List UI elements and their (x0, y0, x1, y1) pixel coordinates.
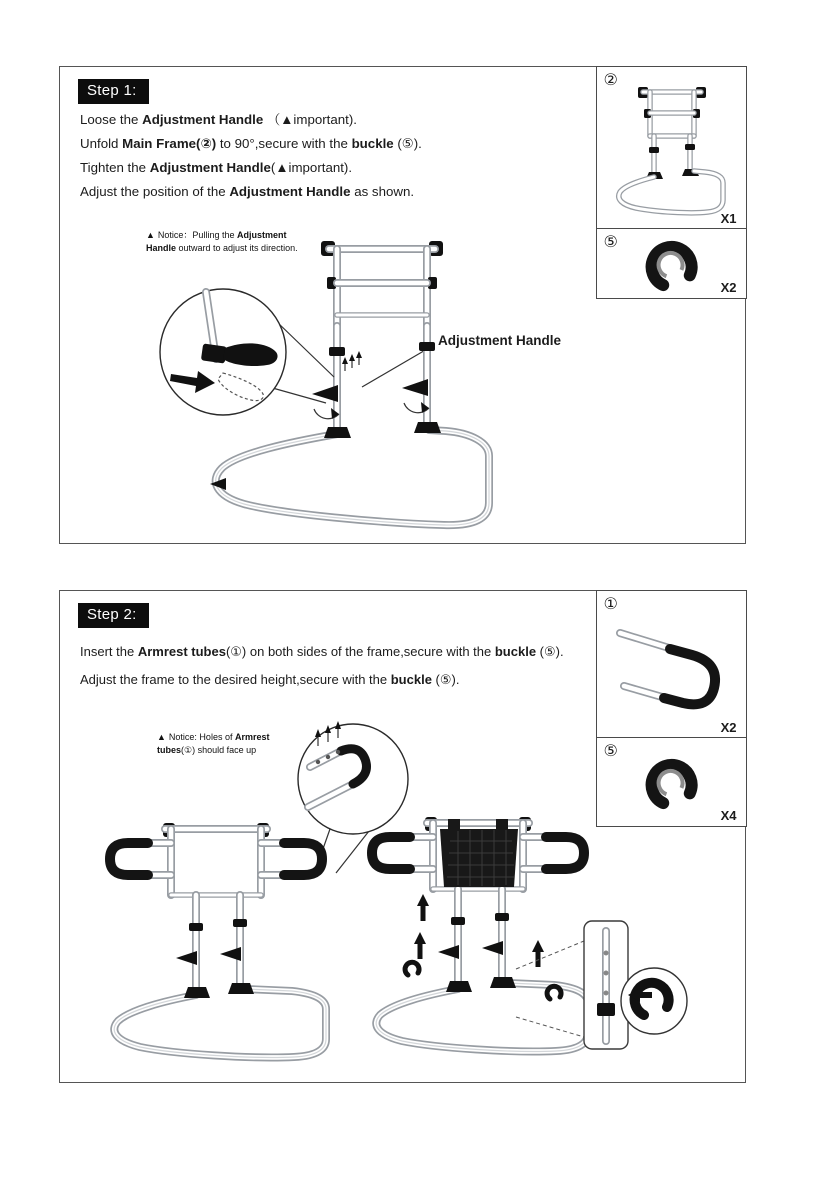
part-quantity: X2 (720, 280, 737, 295)
step2-panel (59, 590, 746, 1083)
part-number-badge: ⑤ (603, 234, 618, 251)
up-arrow-icon (417, 894, 429, 921)
step2-instructions (80, 643, 595, 699)
part-box-buckle (596, 228, 747, 299)
buckle-icon (547, 986, 561, 999)
up-arrow-icon (414, 932, 426, 959)
step1-badge: Step 1: (78, 79, 149, 104)
part-quantity: X1 (720, 210, 737, 226)
notice: ▲ Notice：Pulling the Adjustment Handle outward to adjust its direction. (146, 230, 298, 253)
step2-parts-list (596, 590, 747, 828)
part-quantity: X2 (720, 719, 737, 735)
instruction-line: Unfold Main Frame(②) to 90°,secure with the buckle (⑤). (80, 136, 422, 151)
warning-triangle-icon: ▲ (157, 732, 166, 742)
buckle-icon (405, 962, 419, 975)
part-number-badge: ① (603, 595, 618, 613)
instruction-line: Adjust the frame to the desired height,secure with the buckle (⑤). (80, 672, 460, 687)
notice: ▲ Notice: Holes of Armrest tubes(①) should face up (157, 732, 270, 755)
part-quantity: X4 (720, 808, 737, 823)
step1-instructions (80, 111, 422, 207)
left-frame-art (110, 823, 326, 1057)
main-frame-illustration (597, 67, 746, 229)
instruction-line: Tighten the Adjustment Handle(▲important). (80, 160, 353, 175)
step1-panel (59, 66, 746, 544)
post-zoom-strip (584, 921, 628, 1049)
part-box-armrest-tube (596, 590, 747, 739)
instruction-line: Insert the Armrest tubes(①) on both sides of the frame,secure with the buckle (⑤). (80, 644, 564, 659)
up-arrow-icon (532, 940, 544, 967)
step1-frame-art (126, 227, 631, 539)
adjustment-handle-label: Adjustment Handle (438, 333, 562, 348)
part-box-buckle (596, 737, 747, 827)
storage-pouch (440, 819, 518, 887)
warning-triangle-icon: ▲ (146, 230, 155, 240)
step1-diagram (126, 227, 631, 539)
step2-badge: Step 2: (78, 603, 149, 628)
part-number-badge: ② (603, 71, 618, 89)
part-box-main-frame (596, 66, 747, 230)
part-number-badge: ⑤ (603, 743, 618, 760)
instruction-line: Loose the Adjustment Handle （▲important). (80, 112, 357, 127)
step1-parts-list (596, 66, 747, 300)
instruction-line: Adjust the position of the Adjustment Handle as shown. (80, 184, 415, 199)
armrest-tube-illustration (597, 591, 746, 738)
base-tube-art (216, 430, 489, 525)
